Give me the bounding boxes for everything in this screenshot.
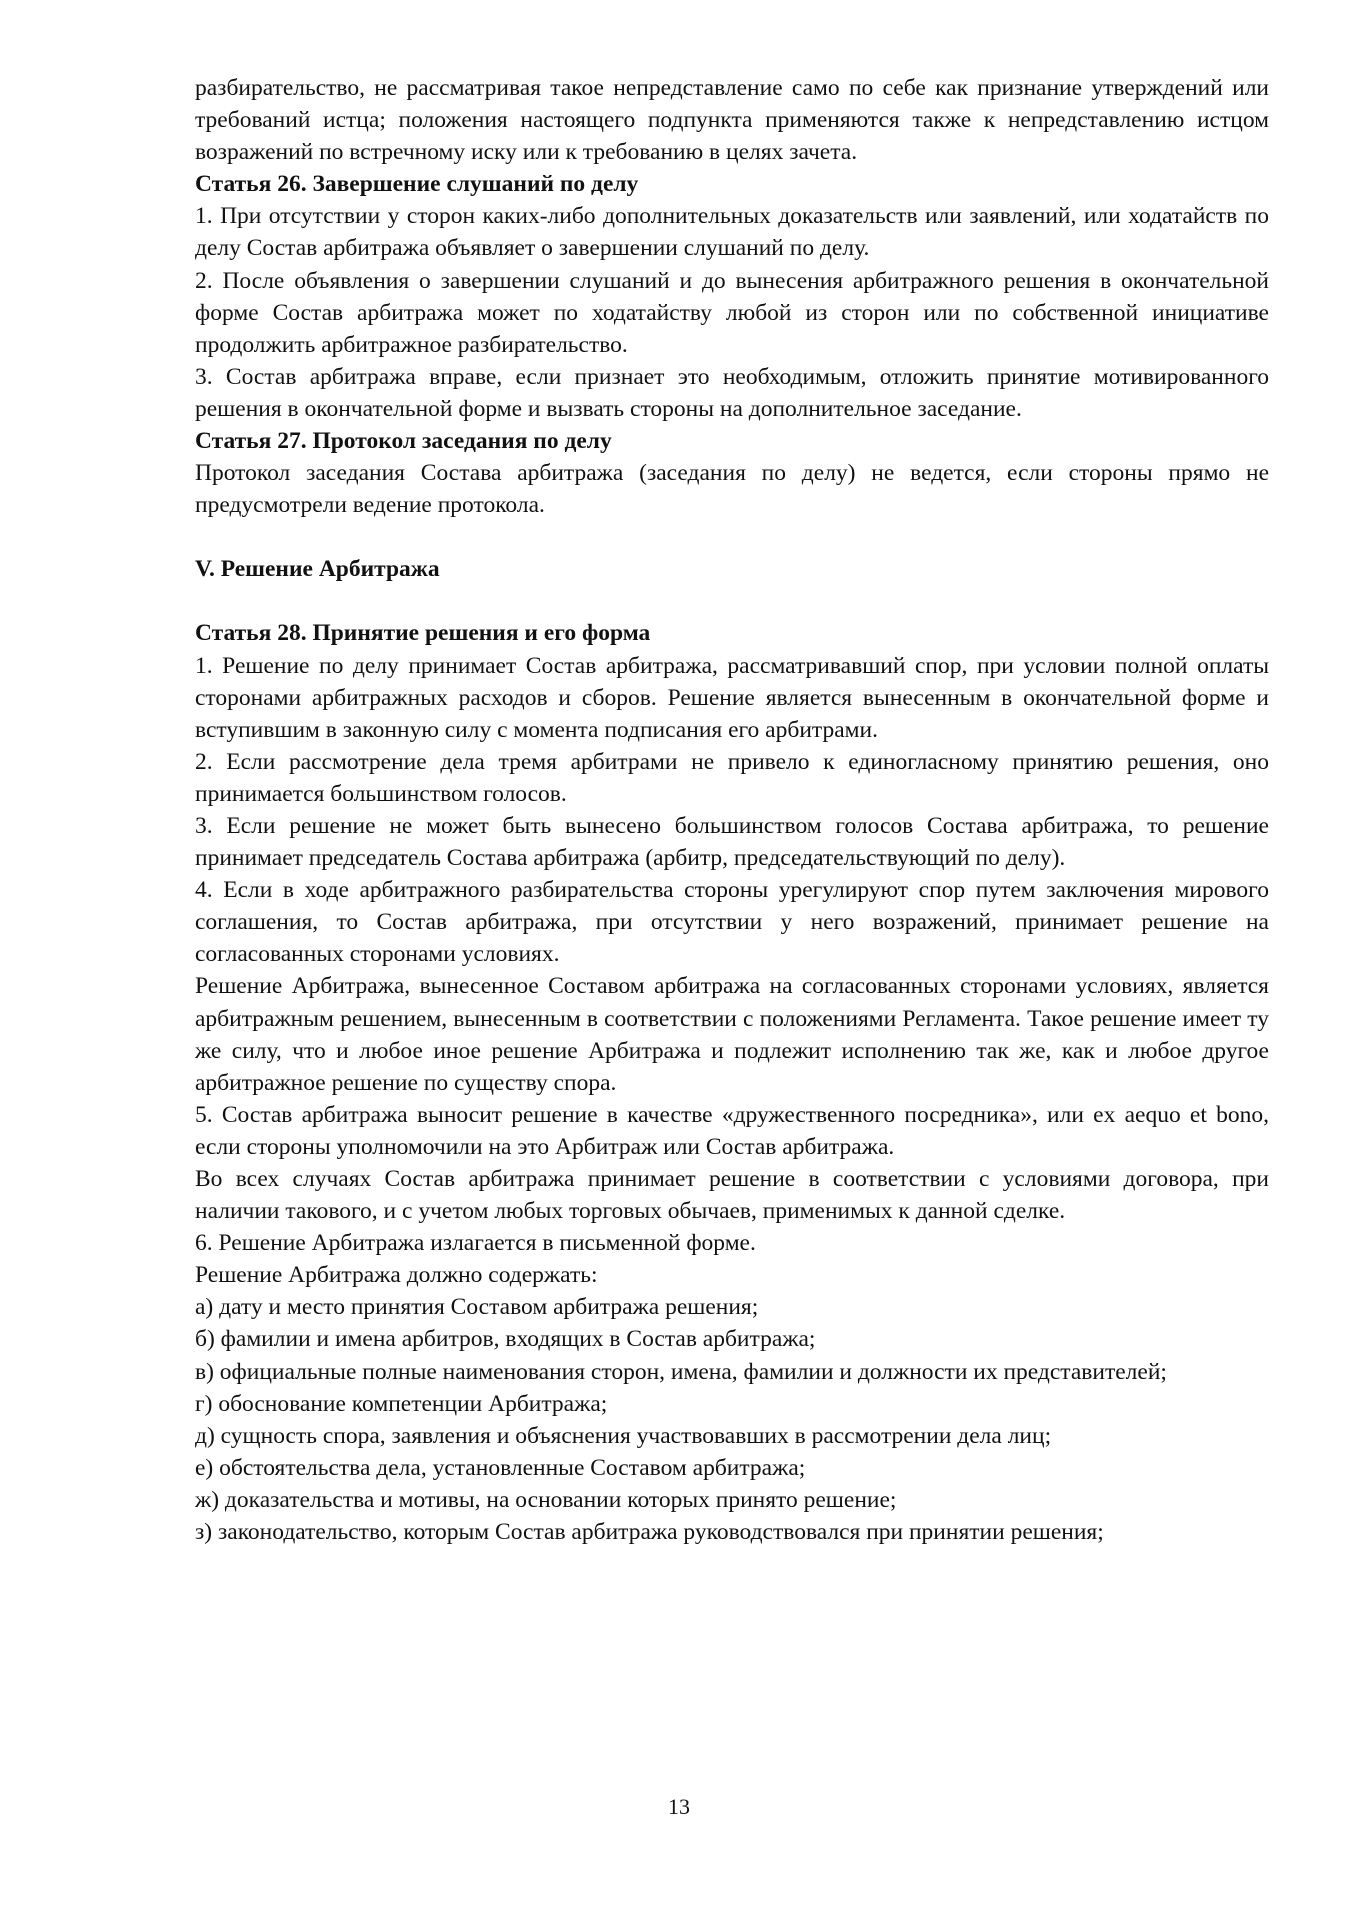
article-28-item-1: 1. Решение по делу принимает Состав арбитража, рассматривавший спор, при условии полной оплаты сторонами арбитражных расходов и сборов. Решение является вынесенным в окончательной форме и вступившим в законную силу с момента подписания его арбитрами.	[195, 652, 1269, 743]
decision-contents-item-g: г) обоснование компетенции Арбитража;	[195, 1390, 608, 1417]
article-28-heading: Статья 28. Принятие решения и его форма	[195, 620, 651, 647]
section-spacer	[195, 521, 1269, 553]
article-28-item-6: 6. Решение Арбитража излагается в письменной форме.	[195, 1230, 756, 1257]
article-28-item-3: 3. Если решение не может быть вынесено большинством голосов Состава арбитража, то решение принимает председатель Состава арбитража (арбитр, председательствующий по делу).	[195, 812, 1269, 872]
article-28-item-4: 4. Если в ходе арбитражного разбирательства стороны урегулируют спор путем заключения мирового соглашения, то Состав арбитража, при отсутствии у него возражений, принимает решение на согласованных сторонами условиях.	[195, 877, 1269, 968]
article-28-item-4-continued: Решение Арбитража, вынесенное Составом арбитража на согласованных сторонами условиях, является арбитражным решением, вынесенным в соответствии с положениями Регламента. Такое решение имеет ту же силу, что и любое иное решение Арбитража и подлежит исполнению так же, как и любое другое арбитражное решение по существу спора.	[195, 973, 1269, 1096]
article-27-heading: Статья 27. Протокол заседания по делу	[195, 428, 612, 455]
decision-contents-item-d: д) сущность спора, заявления и объяснения участвовавших в рассмотрении дела лиц;	[195, 1422, 1052, 1449]
paragraph-continuation: разбирательство, не рассматривая такое непредставление само по себе как признание утверждений или требований истца; положения настоящего подпункта применяются также к непредставлению истцом возражений по встречному иску или к требованию в целях зачета.	[195, 75, 1269, 166]
decision-contents-item-v: в) официальные полные наименования сторон, имена, фамилии и должности их представителей;	[195, 1358, 1167, 1385]
article-28-item-5-continued: Во всех случаях Состав арбитража принимает решение в соответствии с условиями договора, при наличии такового, и с учетом любых торговых обычаев, применимых к данной сделке.	[195, 1166, 1269, 1225]
section-spacer	[195, 585, 1269, 617]
article-28-item-5: 5. Состав арбитража выносит решение в качестве «дружественного посредника», или ex aequo et bono, если стороны уполномочили на это Арбитраж или Состав арбитража.	[195, 1101, 1269, 1160]
decision-contents-item-zh: ж) доказательства и мотивы, на основании которых принято решение;	[195, 1486, 897, 1513]
decision-contents-item-z: з) законодательство, которым Состав арбитража руководствовался при принятии решения;	[195, 1519, 1104, 1546]
article-26-item-1: 1. При отсутствии у сторон каких-либо дополнительных доказательств или заявлений, или ходатайств по делу Состав арбитража объявляет о завершении слушаний по делу.	[195, 203, 1269, 262]
article-26-item-2: 2. После объявления о завершении слушаний и до вынесения арбитражного решения в окончательной форме Состав арбитража может по ходатайству любой из сторон или по собственной инициативе продолжить арбитражное разбирательство.	[195, 267, 1269, 358]
page-number: 13	[668, 1794, 690, 1819]
decision-contents-item-b: б) фамилии и имена арбитров, входящих в Состав арбитража;	[195, 1326, 816, 1353]
decision-contents-intro: Решение Арбитража должно содержать:	[195, 1262, 598, 1289]
article-26-heading: Статья 26. Завершение слушаний по делу	[195, 171, 639, 198]
document-body	[195, 72, 1269, 1548]
article-27-text: Протокол заседания Состава арбитража (заседания по делу) не ведется, если стороны прямо не предусмотрели ведение протокола.	[195, 460, 1269, 519]
decision-contents-item-e: е) обстоятельства дела, установленные Составом арбитража;	[195, 1454, 806, 1481]
article-28-item-2: 2. Если рассмотрение дела тремя арбитрами не привело к единогласному принятию решения, оно принимается большинством голосов.	[195, 748, 1269, 807]
article-26-item-3: 3. Состав арбитража вправе, если признает это необходимым, отложить принятие мотивированного решения в окончательной форме и вызвать стороны на дополнительное заседание.	[195, 363, 1269, 422]
decision-contents-item-a: а) дату и место принятия Составом арбитража решения;	[195, 1294, 759, 1321]
section-v-heading: V. Решение Арбитража	[195, 556, 440, 583]
